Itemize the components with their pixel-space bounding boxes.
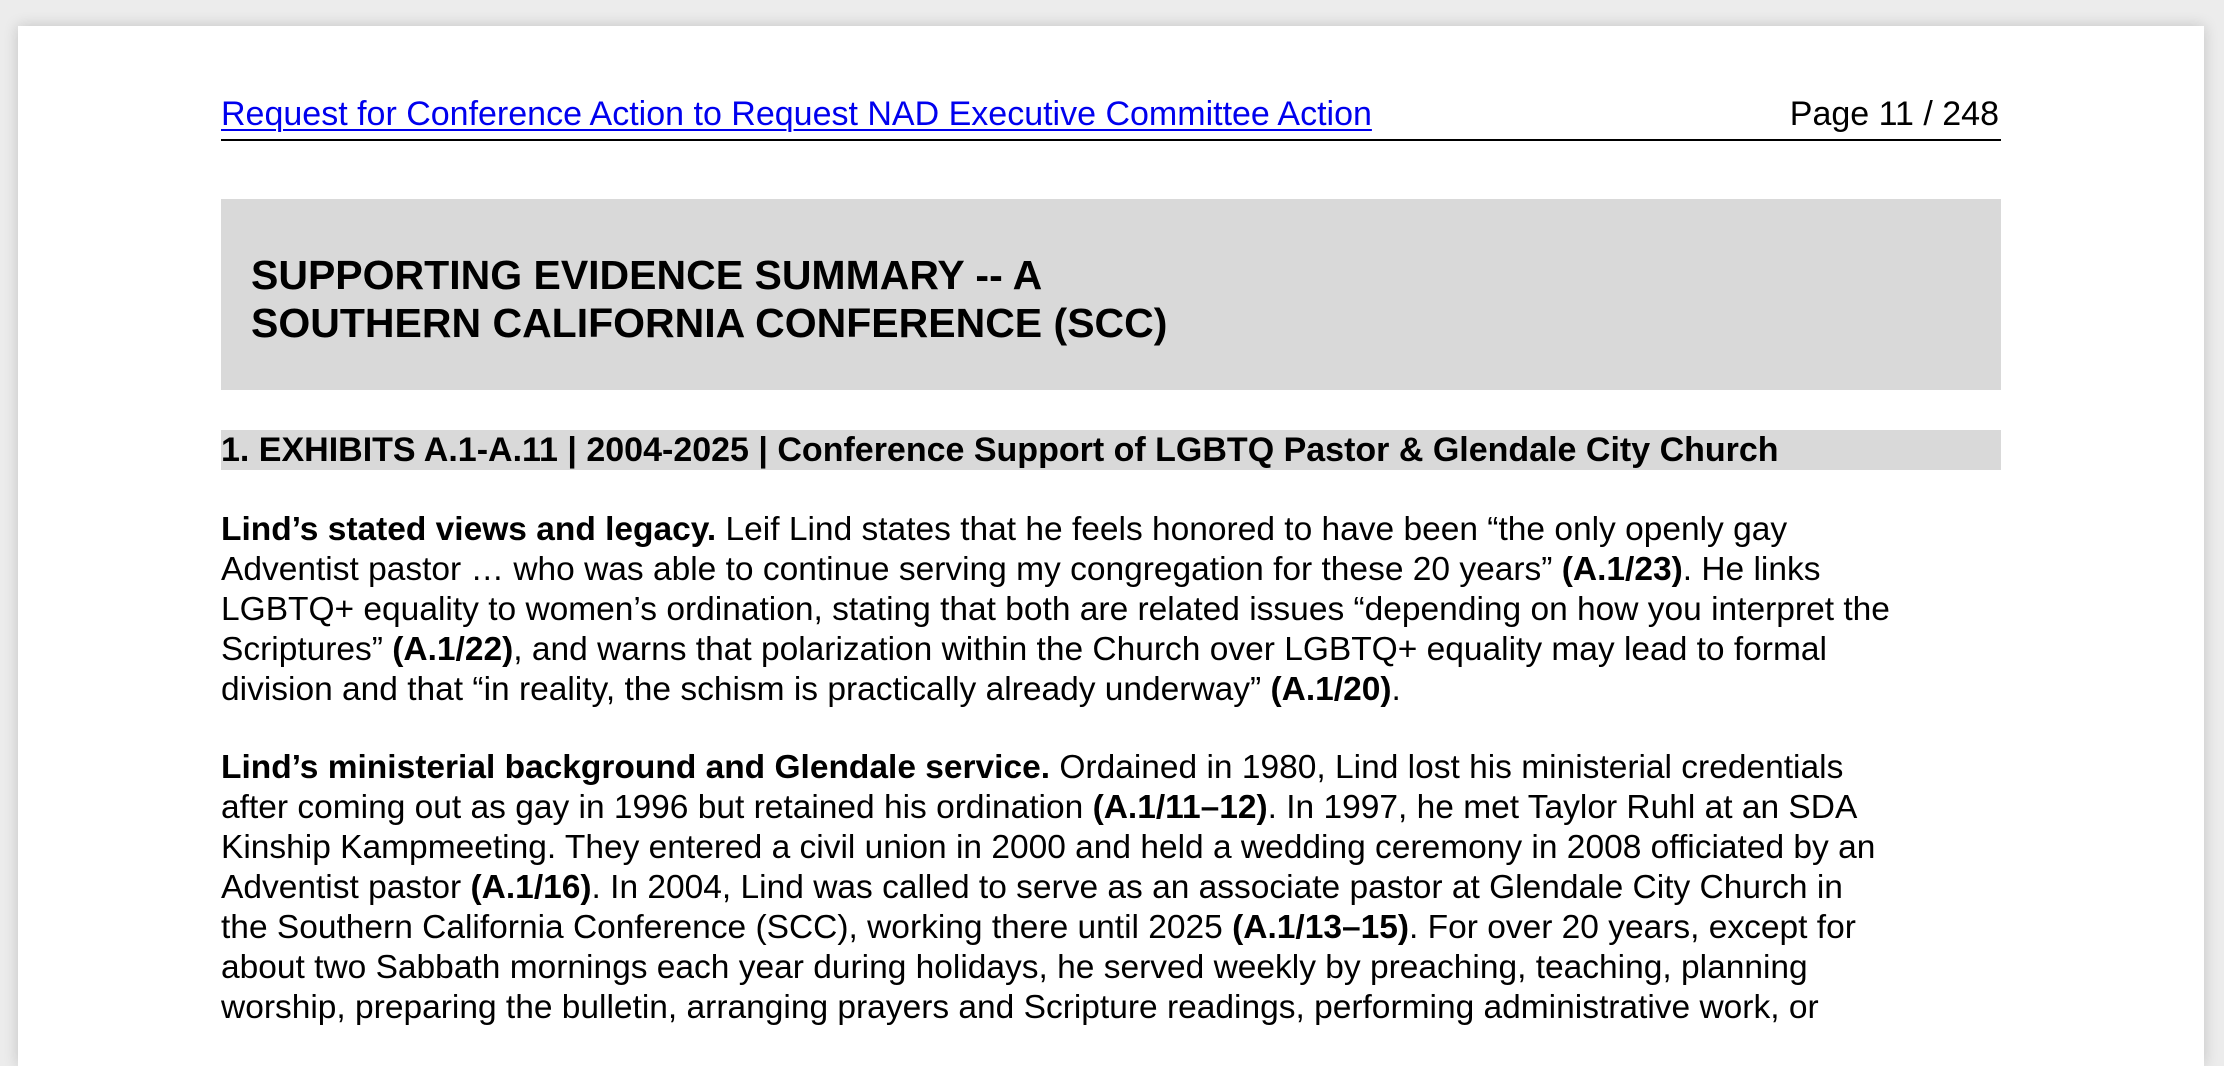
running-header — [221, 93, 2001, 141]
text-run: division and that “in reality, the schism is practically already underway” — [221, 671, 1271, 708]
paragraph-line — [221, 948, 2011, 988]
title-line-2: SOUTHERN CALIFORNIA CONFERENCE (SCC) — [251, 300, 1168, 346]
paragraph-lead: Lind’s stated views and legacy. — [221, 511, 717, 548]
paragraph-line — [221, 868, 2011, 908]
paragraph-ministerial-background — [221, 748, 2011, 1028]
paragraph-line — [221, 590, 2011, 630]
citation: (A.1/16) — [470, 869, 592, 906]
paragraph-line — [221, 670, 2011, 710]
text-run: Ordained in 1980, Lind lost his ministerial credentials — [1050, 749, 1844, 786]
text-run: . For over 20 years, except for — [1409, 909, 1856, 946]
citation: (A.1/11–12) — [1092, 789, 1268, 826]
citation: (A.1/23) — [1561, 551, 1683, 588]
text-run: . In 2004, Lind was called to serve as an associate pastor at Glendale City Church in — [591, 869, 1843, 906]
text-run: worship, preparing the bulletin, arranging prayers and Scripture readings, performing administrative work, or — [221, 989, 1819, 1026]
title-banner — [221, 199, 2001, 390]
paragraph-line — [221, 908, 2011, 948]
page-indicator: Page 11 / 248 — [1789, 95, 1999, 133]
text-run: . He links — [1682, 551, 1821, 588]
text-run: about two Sabbath mornings each year during holidays, he served weekly by preaching, teaching, planning — [221, 949, 1808, 986]
text-run: Leif Lind states that he feels honored to have been “the only openly gay — [716, 511, 1788, 548]
paragraph-lead: Lind’s ministerial background and Glendale service. — [221, 749, 1051, 786]
citation: (A.1/13–15) — [1232, 909, 1410, 946]
paragraph-line — [221, 748, 2011, 788]
paragraph-line — [221, 788, 2011, 828]
text-run: after coming out as gay in 1996 but retained his ordination — [221, 789, 1093, 826]
text-run: , and warns that polarization within the Church over LGBTQ+ equality may lead to formal — [513, 631, 1827, 668]
citation: (A.1/20) — [1270, 671, 1392, 708]
text-run: Kinship Kampmeeting. They entered a civil union in 2000 and held a wedding ceremony in 2008 officiated by an — [221, 829, 1876, 866]
paragraph-line — [221, 828, 2011, 868]
paragraph-line — [221, 988, 2011, 1028]
paragraph-line — [221, 510, 2011, 550]
text-run: Adventist pastor — [221, 869, 471, 906]
title-line-1: SUPPORTING EVIDENCE SUMMARY -- A — [251, 252, 1043, 298]
section-heading: 1. EXHIBITS A.1-A.11 | 2004-2025 | Conference Support of LGBTQ Pastor & Glendale City Church — [221, 430, 2001, 470]
text-run: Scriptures” — [221, 631, 393, 668]
text-run: Adventist pastor … who was able to continue serving my congregation for these 20 years” — [221, 551, 1562, 588]
text-run: . — [1391, 671, 1401, 708]
text-run: . In 1997, he met Taylor Ruhl at an SDA — [1267, 789, 1858, 826]
document-page — [18, 26, 2204, 1066]
citation: (A.1/22) — [392, 631, 514, 668]
paragraph-line — [221, 630, 2011, 670]
text-run: the Southern California Conference (SCC), working there until 2025 — [221, 909, 1233, 946]
paragraph-line — [221, 550, 2011, 590]
header-document-link[interactable]: Request for Conference Action to Request NAD Executive Committee Action — [221, 95, 1372, 133]
paragraph-views-legacy — [221, 510, 2011, 710]
text-run: LGBTQ+ equality to women’s ordination, stating that both are related issues “depending on how you interpret the — [221, 591, 1890, 628]
